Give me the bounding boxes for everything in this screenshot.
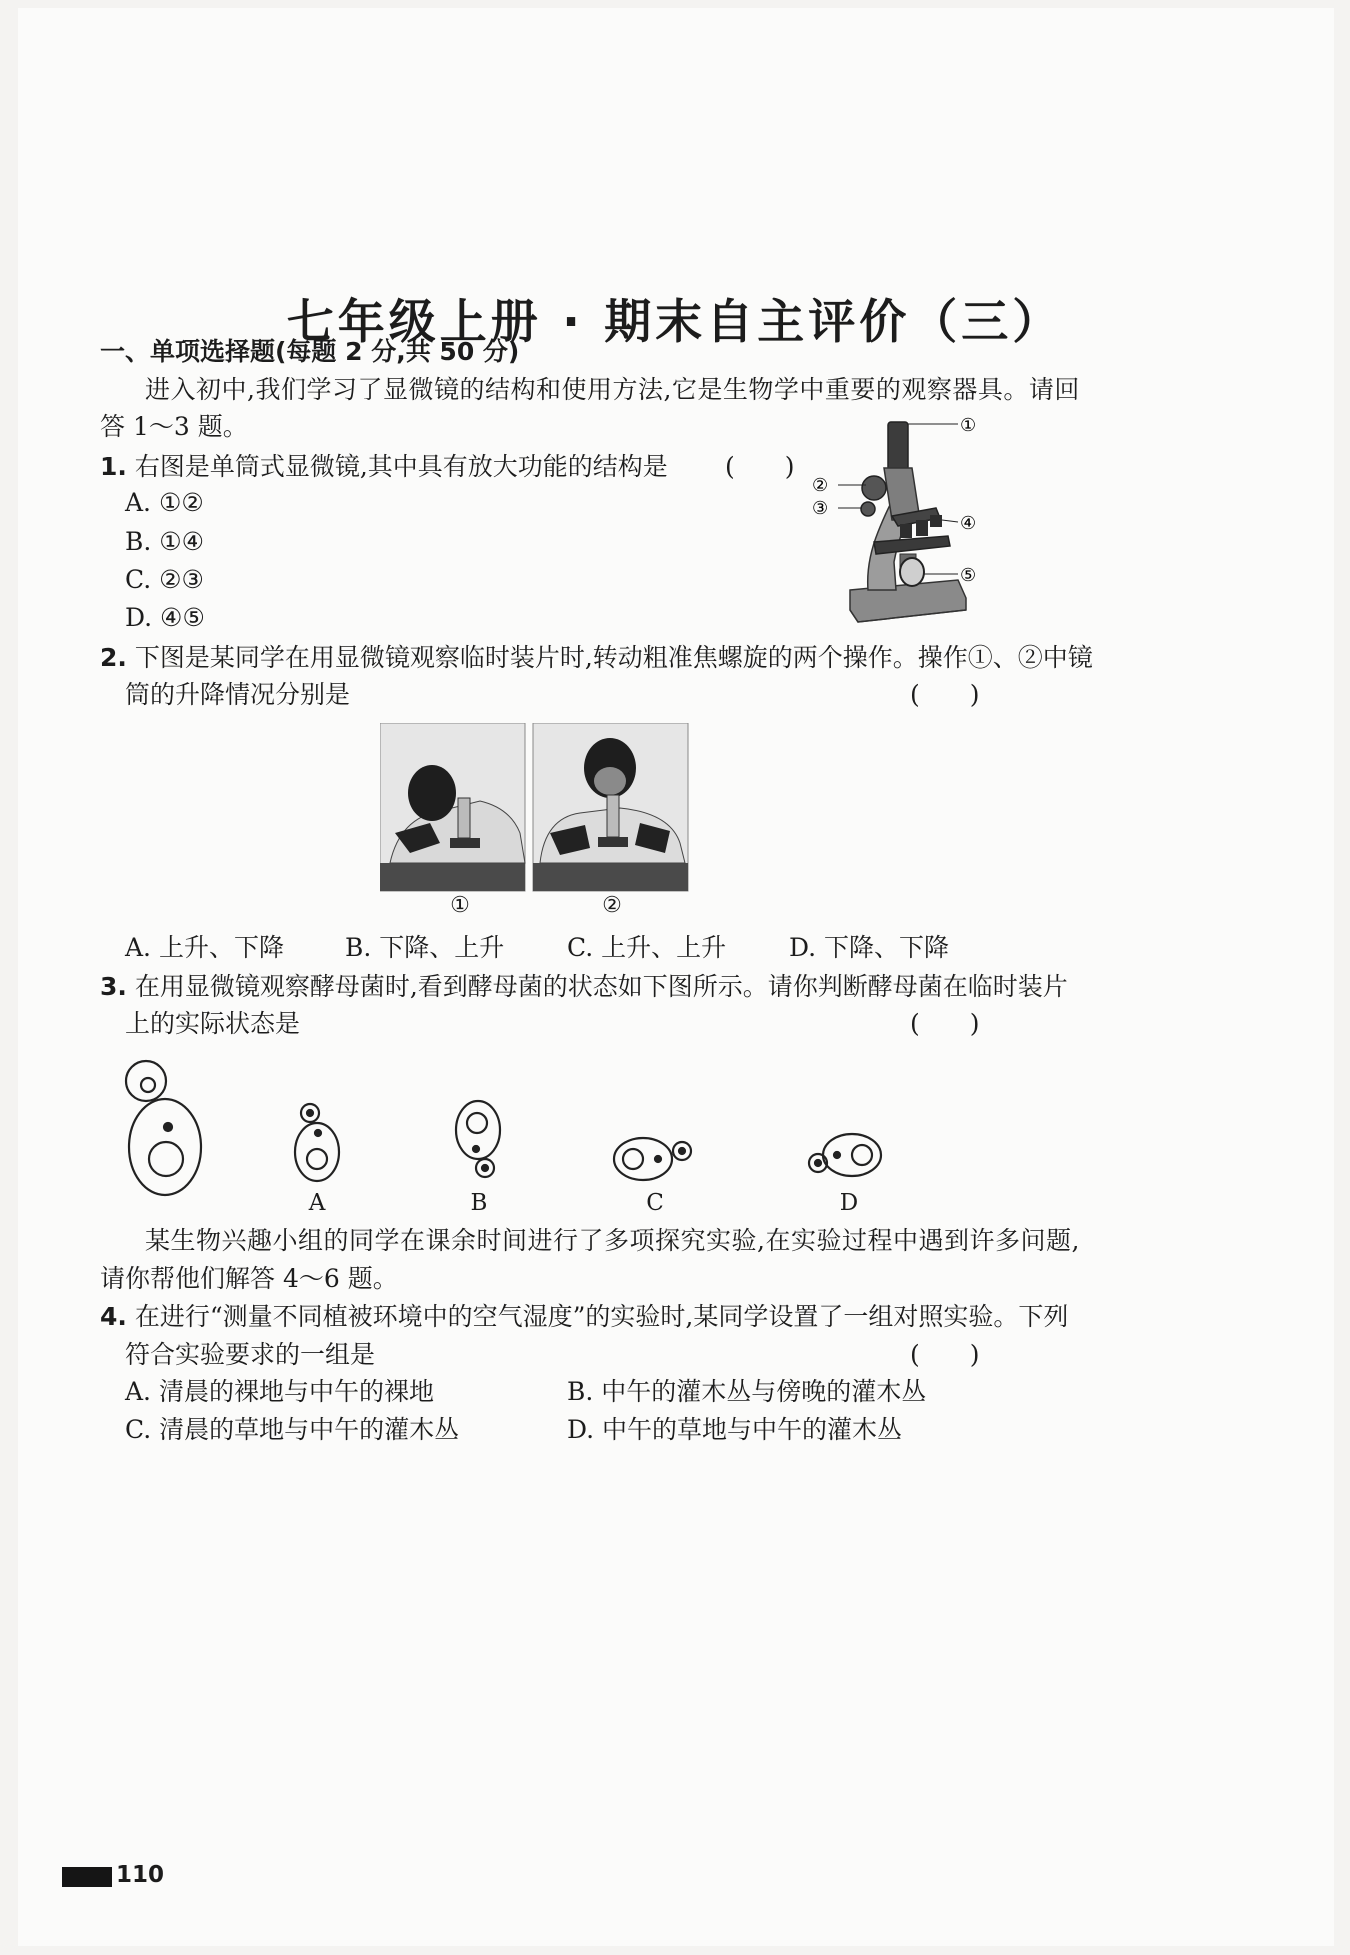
photo-caption-1: ① xyxy=(450,893,470,918)
photo-caption-2: ② xyxy=(602,893,622,918)
microscope-label-4: ④ xyxy=(960,513,977,534)
yeast-label-c: C xyxy=(646,1190,664,1216)
question-2-option-a: A. 上升、下降 xyxy=(125,933,284,962)
question-4-option-c: C. 清晨的草地与中午的灌木丛 xyxy=(125,1415,460,1444)
microscope-figure xyxy=(808,412,993,627)
question-4-answer-blank: ( ) xyxy=(910,1340,980,1369)
question-1-answer-blank: ( ) xyxy=(725,452,795,481)
page-title: 七年级上册 · 期末自主评价（三） xyxy=(286,295,1064,350)
page-number: 110 xyxy=(116,1862,165,1888)
microscope-label-5: ⑤ xyxy=(960,565,977,586)
microscope-label-2: ② xyxy=(812,475,829,496)
question-4-option-d: D. 中午的草地与中午的灌木丛 xyxy=(567,1415,903,1444)
yeast-label-d: D xyxy=(839,1190,859,1216)
question-2-answer-blank: ( ) xyxy=(910,680,980,709)
yeast-label-b: B xyxy=(470,1190,488,1216)
question-1-option-d: D. ④⑤ xyxy=(125,603,205,632)
section-heading: 一、单项选择题(每题 2 分,共 50 分) xyxy=(100,337,520,366)
question-2-stem-line2: 筒的升降情况分别是 xyxy=(125,680,351,709)
question-1-stem: 右图是单筒式显微镜,其中具有放大功能的结构是 xyxy=(134,452,668,481)
microscope-label-1: ① xyxy=(960,415,977,436)
question-3-answer-blank: ( ) xyxy=(910,1009,980,1038)
question-1-option-b: B. ①④ xyxy=(125,527,205,556)
question-2-option-d: D. 下降、下降 xyxy=(789,933,950,962)
yeast-label-a: A xyxy=(308,1190,326,1216)
question-3-number: 3. xyxy=(100,972,127,1001)
question-4-option-a: A. 清晨的裸地与中午的裸地 xyxy=(125,1377,434,1406)
intro-paragraph-2-line2: 请你帮他们解答 4～6 题。 xyxy=(100,1264,398,1293)
question-4 xyxy=(100,1302,1068,1332)
question-1 xyxy=(100,452,668,482)
question-2-stem-line1: 下图是某同学在用显微镜观察临时装片时,转动粗准焦螺旋的两个操作。操作①、②中镜 xyxy=(134,643,1093,672)
question-3-stem-line2: 上的实际状态是 xyxy=(125,1009,301,1038)
intro-paragraph-1-line2: 答 1～3 题。 xyxy=(100,412,248,441)
student-photos xyxy=(380,723,690,893)
question-1-option-c: C. ②③ xyxy=(125,565,204,594)
question-2-option-c: C. 上升、上升 xyxy=(567,933,727,962)
intro-paragraph-1-line1: 进入初中,我们学习了显微镜的结构和使用方法,它是生物学中重要的观察器具。请回 xyxy=(145,375,1080,404)
question-3 xyxy=(100,972,1068,1002)
yeast-diagrams xyxy=(110,1055,900,1200)
microscope-label-3: ③ xyxy=(812,498,829,519)
question-1-number: 1. xyxy=(100,452,127,481)
question-2-number: 2. xyxy=(100,643,127,672)
question-1-option-a: A. ①② xyxy=(125,488,204,517)
question-4-option-b: B. 中午的灌木丛与傍晚的灌木丛 xyxy=(567,1377,927,1406)
question-4-stem-line1: 在进行“测量不同植被环境中的空气湿度”的实验时,某同学设置了一组对照实验。下列 xyxy=(134,1302,1069,1331)
question-4-stem-line2: 符合实验要求的一组是 xyxy=(125,1340,376,1369)
question-2 xyxy=(100,643,1093,673)
intro-paragraph-2-line1: 某生物兴趣小组的同学在课余时间进行了多项探究实验,在实验过程中遇到许多问题, xyxy=(145,1226,1080,1255)
question-2-option-b: B. 下降、上升 xyxy=(345,933,505,962)
question-4-number: 4. xyxy=(100,1302,127,1331)
question-3-stem-line1: 在用显微镜观察酵母菌时,看到酵母菌的状态如下图所示。请你判断酵母菌在临时装片 xyxy=(134,972,1068,1001)
page-number-bar xyxy=(62,1867,112,1887)
